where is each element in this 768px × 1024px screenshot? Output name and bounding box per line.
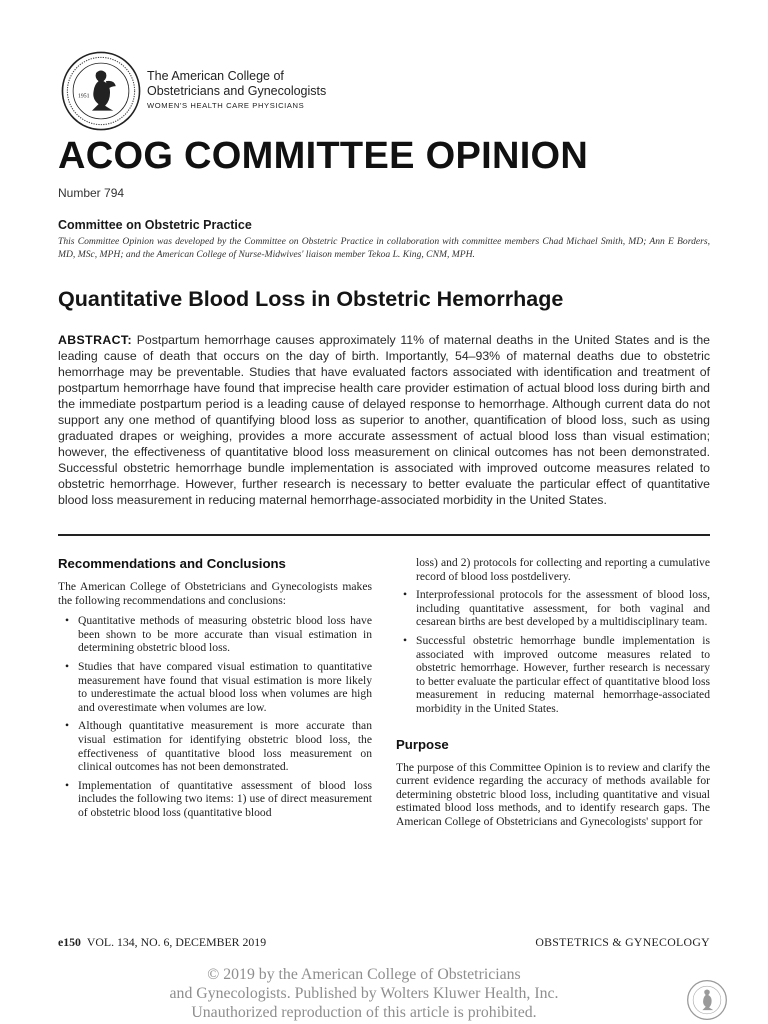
abstract-label: ABSTRACT: — [58, 333, 132, 347]
copyright-line-2: and Gynecologists. Published by Wolters Kluwer Health, Inc. — [169, 985, 559, 1002]
recommendations-intro: The American College of Obstetricians and Gynecologists makes the following recommendations and conclusions: — [58, 580, 372, 607]
svg-text:1951: 1951 — [78, 93, 90, 100]
list-item-continued: loss) and 2) protocols for collecting and reporting a cumulative record of blood loss postdelivery. — [416, 556, 710, 583]
volume-info: VOL. 134, NO. 6, DECEMBER 2019 — [86, 935, 267, 949]
org-tagline: WOMEN'S HEALTH CARE PHYSICIANS — [147, 101, 305, 110]
right-column — [396, 556, 710, 836]
purpose-heading: Purpose — [396, 736, 449, 752]
series-title: ACOG COMMITTEE OPINION — [58, 135, 589, 177]
journal-name: OBSTETRICS & GYNECOLOGY — [535, 935, 710, 949]
opinion-number: Number 794 — [58, 186, 125, 200]
page-footer-left — [58, 935, 266, 950]
copyright-line-1: © 2019 by the American College of Obstetricians — [207, 966, 521, 983]
org-line-2: Obstetricians and Gynecologists — [147, 84, 327, 98]
copyright-notice — [110, 965, 618, 1022]
recommendations-list-continued — [396, 556, 710, 716]
recommendations-list — [58, 614, 372, 819]
copyright-line-3: Unauthorized reproduction of this article is prohibited. — [191, 1004, 537, 1021]
committee-name: Committee on Obstetric Practice — [58, 218, 252, 232]
section-divider — [58, 534, 710, 536]
abstract — [58, 332, 710, 509]
recommendations-heading: Recommendations and Conclusions — [58, 556, 286, 571]
abstract-text: Postpartum hemorrhage causes approximately 11% of maternal deaths in the United States and is the leading cause of death that occurs on the day of birth. Importantly, 54–93% of maternal deaths due to obstetric hemorrhage may be preventable. Studies that have evaluated factors associated with identification and treatment of postpartum hemorrhage have found that imprecise health care provider estimation of actual blood loss during birth and the immediate postpartum period is a leading cause of delayed response to hemorrhage. Although current data do not support any one method of quantifying blood loss as superior to another, quantification of blood loss, such as using graduated drapes or weighing, provides a more accurate assessment of actual blood loss than visual estimation; however, the effectiveness of quantitative blood loss measurement on clinical outcomes has not been demonstrated. Successful obstetric hemorrhage bundle implementation is associated with improved outcome measures related to obstetric hemorrhage. However, further research is necessary to better evaluate the particular effect of quantitative blood loss measurement in reducing maternal hemorrhage-associated morbidity in the United States. — [58, 333, 711, 508]
purpose-text: The purpose of this Committee Opinion is to review and clarify the current evidence regarding the accuracy of methods available for determining obstetric blood loss, including quantitative and visual estimated blood loss methods, and to identify research gaps. The American College of Obstetricians and Gynecologists' support for — [396, 760, 710, 828]
left-column — [58, 556, 372, 825]
acog-seal-icon — [60, 50, 142, 132]
list-item: • Implementation of quantitative assessment of blood loss includes the following two items: 1) use of direct measurement of obstetric blood loss (quantitative blood — [58, 779, 372, 820]
organization-name — [147, 69, 326, 110]
list-item: • Successful obstetric hemorrhage bundle implementation is associated with improved outcome measures related to obstetric hemorrhage. However, further research is necessary to better evaluate the particular effect of quantitative blood loss measurement in reducing maternal hemorrhage-associated morbidity in the United States. — [396, 634, 710, 716]
page-number: e150 — [58, 935, 81, 949]
list-item: • Although quantitative measurement is more accurate than visual estimation for identifying obstetric blood loss, the effectiveness of quantitative blood loss measurement on clinical outcomes has not been demonstrated. — [58, 719, 372, 773]
list-item: • Studies that have compared visual estimation to quantitative measurement have found that visual estimation is more likely to underestimate the actual blood loss when volumes are high and overestimate when volumes are low. — [58, 660, 372, 714]
acog-watermark-seal-icon — [686, 979, 728, 1021]
org-line-1: The American College of — [147, 69, 284, 83]
committee-note: This Committee Opinion was developed by the Committee on Obstetric Practice in collaboration with committee members Chad Michael Smith, MD; Ann E Borders, MD, MSc, MPH; and the American College of Nurse-Midwives' liaison member Tekoa L. King, CNM, MPH. — [58, 236, 710, 260]
list-item: • Interprofessional protocols for the assessment of blood loss, including quantitative assessment, for both vaginal and cesarean births are best developed by a multidisciplinary team. — [396, 588, 710, 629]
document-title: Quantitative Blood Loss in Obstetric Hemorrhage — [58, 287, 564, 311]
list-item: • Quantitative methods of measuring obstetric blood loss have been shown to be more accurate than visual estimation in determining obstetric blood loss. — [58, 614, 372, 655]
